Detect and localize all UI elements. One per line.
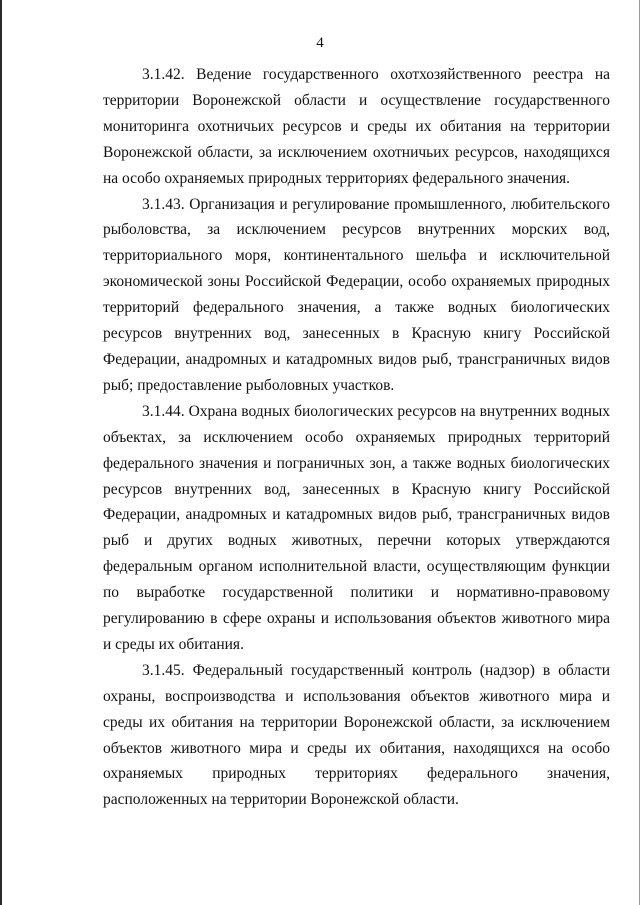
page-number: 4 (316, 35, 324, 51)
paragraph-3-1-45: 3.1.45. Федеральный государственный контроль (надзор) в области охраны, воспроизводства и использования объектов животного мира и среды их обитания на территории Воронежской области, за исключением объектов животного мира и среды их обитания, находящихся на особо охраняемых природных территориях федерального значения, расположенных на территории Воронежской области. (103, 661, 610, 809)
paragraph-3-1-42: 3.1.42. Ведение государственного охотхозяйственного реестра на территории Воронежской области и осуществление государственного мониторинга охотничьих ресурсов и среды их обитания на территории Воронежской области, за исключением охотничьих ресурсов, находящихся на особо охраняемых природных территориях федерального значения. (103, 66, 610, 187)
document-body (103, 62, 610, 813)
paragraph-3-1-44: 3.1.44. Охрана водных биологических ресурсов на внутренних водных объектах, за исключением особо охраняемых природных территорий федерального значения и пограничных зон, а также водных биологических ресурсов внутренних вод, занесенных в Красную книгу Российской Федерации, анадромных и катадромных видов рыб, трансграничных видов рыб и других водных животных, перечни которых утверждаются федеральным органом исполнительной власти, осуществляющим функции по выработке государственной политики и нормативно-правовому регулированию в сфере охраны и использования объектов животного мира и среды их обитания. (103, 402, 610, 653)
paragraph-3-1-43: 3.1.43. Организация и регулирование промышленного, любительского рыболовства, за исключением ресурсов внутренних морских вод, территориального моря, континентального шельфа и исключительной экономической зоны Российской Федерации, особо охраняемых природных территорий федерального значения, а также водных биологических ресурсов внутренних вод, занесенных в Красную книгу Российской Федерации, анадромных и катадромных видов рыб, трансграничных видов рыб; предоставление рыболовных участков. (103, 195, 610, 394)
scan-edge-left (0, 0, 2, 905)
